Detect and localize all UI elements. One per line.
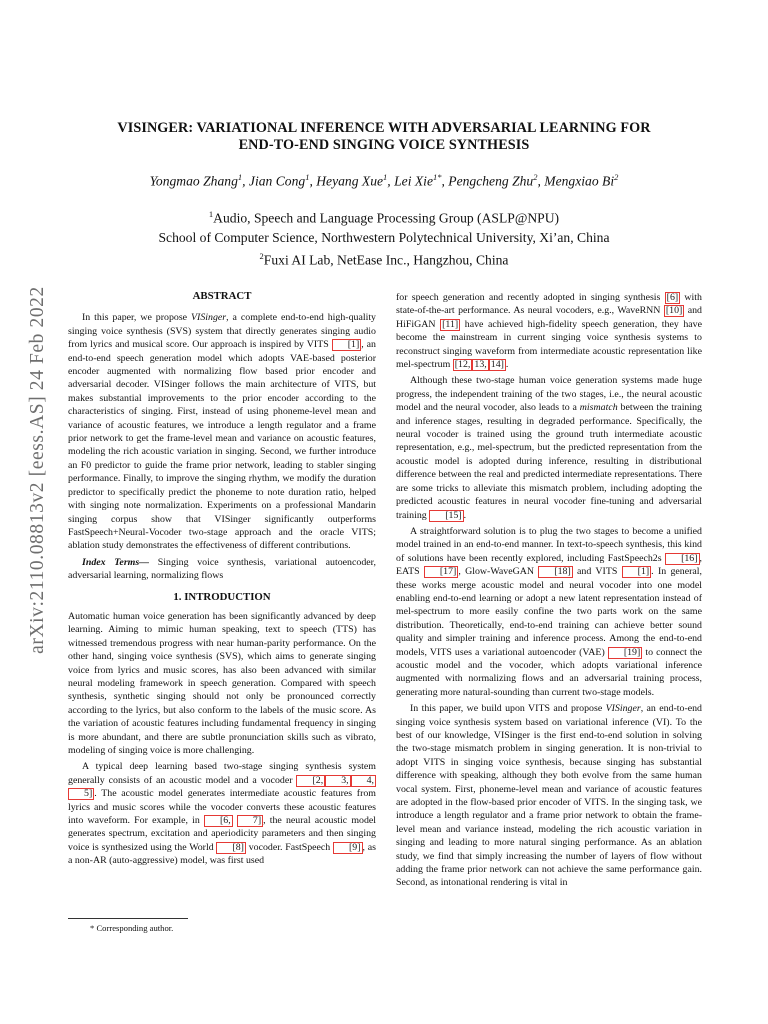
- affiliations: [60, 205, 708, 269]
- emphasis: mismatch: [579, 402, 618, 414]
- citation-link[interactable]: [16]: [665, 553, 699, 565]
- citation-link[interactable]: 7]: [237, 815, 263, 827]
- citation-link[interactable]: [15]: [429, 510, 463, 522]
- citation-link[interactable]: [1]: [332, 339, 362, 351]
- citation-link[interactable]: [18]: [538, 566, 572, 578]
- citation-link[interactable]: 5]: [68, 788, 94, 800]
- citation-link[interactable]: 13,: [474, 359, 487, 371]
- author: Pengcheng Zhu: [448, 173, 534, 189]
- citation-link[interactable]: [2,: [296, 775, 325, 787]
- affiliation-3: [60, 247, 708, 270]
- index-terms: Index Terms— Singing voice synthesis, variational autoencoder, adversarial learning, normalizing flows: [68, 556, 376, 582]
- title-line-2: END-TO-END SINGING VOICE SYNTHESIS: [238, 137, 530, 153]
- citation-link[interactable]: [8]: [216, 842, 246, 854]
- citation-link[interactable]: [1]: [622, 566, 652, 578]
- author-sup: 1: [383, 172, 388, 182]
- affiliation-2: School of Computer Science, Northwestern Polytechnical University, Xi’an, China: [158, 229, 610, 245]
- author-sup: 2: [614, 172, 619, 182]
- citation-link[interactable]: 14]: [490, 359, 504, 371]
- right-paragraph-1: for speech generation and recently adopted in singing synthesis [6] with state-of-the-art performance. As neural vocoders, e.g., WaveRNN [10] and HiFiGAN [11] have achieved high-fidelity speech generation, they have become the mainstream in current singing voice synthesis systems to reconstruct singing waveform from intermediate acoustic representation like mel-spectrum [12, 13, 14] .: [396, 292, 702, 371]
- author: Heyang Xue: [316, 173, 384, 189]
- affiliation-text: Fuxi AI Lab, NetEase Inc., Hangzhou, China: [263, 252, 509, 268]
- citation-link[interactable]: [9]: [333, 842, 363, 854]
- citation-link[interactable]: [19]: [608, 647, 642, 659]
- author: Jian Cong: [248, 173, 306, 189]
- affil-sup: 2: [259, 250, 264, 261]
- title-line-1: VISINGER: VARIATIONAL INFERENCE WITH ADVERSARIAL LEARNING FOR: [117, 120, 651, 136]
- right-column: [396, 291, 702, 893]
- left-column: [68, 290, 376, 871]
- citation-link[interactable]: [11]: [442, 318, 459, 330]
- citation-link[interactable]: 4,: [351, 775, 376, 787]
- emphasis: VISinger: [191, 312, 227, 324]
- footnote-text: * Corresponding author.: [90, 923, 174, 933]
- index-terms-label: Index Terms—: [82, 556, 150, 568]
- citation-link[interactable]: [6,: [204, 815, 233, 827]
- affiliation-1: [60, 205, 708, 228]
- right-paragraph-4: In this paper, we build upon VITS and propose VISinger, an end-to-end singing voice synthesis system based on variational inference (VI). To the best of our knowledge, VISinger is the first end-to-end solution in solving the two-stage mismatch problem in singing generation. It is non-trivial to adopt VITS in singing voice synthesis, because singing has substantial difference with speaking, although they both evolve from the same human vocal system. First, phoneme-level mean and variance of acoustic features are adopted in the flow-based prior encoder of VITS. In the singing task, we introduce a length regulator and a frame prior network to obtain the frame-level mean and variance instead, modeling the rich acoustic variation in singing and leading to more natural singing performance. As an ablation study, we find that simply increasing the number of layers of flow without adding the frame prior network can not achieve the same performance gain. Second, as intonational rendering is vital in: [396, 703, 702, 889]
- paper-title: [60, 120, 708, 154]
- citation-link[interactable]: [12,: [454, 359, 471, 371]
- affil-sup: 1: [208, 209, 214, 219]
- right-paragraph-2: Although these two-stage human voice generation systems made huge progress, the independent training of the two stages, i.e., the neural acoustic model and the neural vocoder, also leads to a mismatch between the training and inference stages, resulting in degraded performance. Specifically, the neural vocoder is trained using the ground truth intermediate acoustic representation, e.g., mel-spectrum, but the predicted representation from the acoustic model is adopted during inference, resulting in distributional difference between the real and predicted intermediate representations. There are some tricks to alleviate this mismatch problem, including adopting the predicted acoustic features in neural vocoder fine-tuning and adversarial training [15] .: [396, 375, 702, 521]
- author-sup: 1: [237, 172, 243, 182]
- affiliation-text: Audio, Speech and Language Processing Group (ASLP@NPU): [213, 210, 560, 226]
- citation-link[interactable]: [10]: [665, 305, 683, 317]
- introduction-heading: 1. INTRODUCTION: [173, 590, 271, 603]
- author-list: Yongmao Zhang$^1$, Jian Cong$^1$, Heyang Xue$^1$, Lei Xie$^{1*}$, Pengcheng Zhu$^2$, Mengxiao Bi$^2$: [149, 172, 619, 189]
- author: Mengxiao Bi: [544, 173, 615, 189]
- footnote-rule: [68, 918, 188, 919]
- author-sup: 2: [533, 172, 538, 182]
- arxiv-stamp: arXiv:2110.08813v2 [eess.AS] 24 Feb 2022: [27, 286, 48, 654]
- author-sup: 1*: [432, 172, 442, 182]
- author-sup: 1: [305, 172, 310, 182]
- citation-link[interactable]: [6]: [666, 292, 679, 303]
- emphasis: VISinger: [605, 703, 641, 715]
- abstract-text: In this paper, we propose VISinger, a complete end-to-end high-quality singing voice synthesis (SVS) system that directly generates singing audio from lyrics and musical score. Our approach is inspired by VITS [1] , an end-to-end speech generation model which adopts VAE-based posterior encoder augmented with normalizing flow based prior encoder and adversarial decoder. VISinger follows the main architecture of VITS, but makes substantial improvements to the prior encoder according to the characteristics of singing. First, instead of using phoneme-level mean and variance of acoustic features, we introduce a length regulator and a frame prior network to get the frame-level mean and variance on acoustic features, modeling the rich acoustic variation in singing. Second, we further introduce an F0 predictor to guide the frame prior network, leading to stabler singing performance. Finally, to improve the singing rhythm, we modify the duration predictor to specifically predict the phoneme to note duration ratio, helped with singing note normalization. Experiments on a professional Mandarin singing corpus show that VISinger significantly outperforms FastSpeech+Neural-Vocoder two-stage approach and the oracle VITS; ablation study demonstrates the effectiveness of different contributions.: [68, 312, 376, 552]
- abstract-heading: ABSTRACT: [192, 290, 252, 302]
- author: Yongmao Zhang: [149, 173, 238, 189]
- intro-paragraph-1: Automatic human voice generation has been significantly advanced by deep learning. Aiming to mimic human speaking, text to speech (TTS) has witnessed tremendous progress with near human-parity performance. On the other hand, singing voice synthesis (SVS), which aims to generate singing voice from lyrics and music scores, has also been advanced with similar neural modeling framework in speech generation. Compared with speech synthesis, synthetic singing should not only be pronounced correctly according to the lyrics, but also conform to the labels of the music score. As the variation of acoustic features including fundamental frequency in singing is more abundant, and there are subtle pronunciation skills such as vibrato, modeling of singing voice is more challenging.: [68, 610, 376, 756]
- author: Lei Xie: [394, 173, 433, 189]
- citation-link[interactable]: 3,: [325, 775, 350, 787]
- intro-paragraph-2: A typical deep learning based two-stage singing synthesis system generally consists of an acoustic model and a vocoder [2, 3, 4,5] . The acoustic model generates intermediate acoustic features from lyrics and music scores while the vocoder converts these acoustic features into waveform. For example, in [6, 7] , the neural acoustic model generates spectrum, excitation and aperiodicity parameters and then singing voice is synthesized using the World [8] vocoder. FastSpeech [9] , as a non-AR (auto-aggressive) model, was first used: [68, 761, 377, 867]
- right-paragraph-3: A straightforward solution is to plug the two stages to become a unified model trained in an end-to-end manner. In text-to-speech synthesis, this kind of solutions have been recently explored, including FastSpeech2s [16] , EATS [17] , Glow-WaveGAN [18] and VITS [1] . In general, these works merge acoustic model and neural vocoder into one model enabling end-to-end learning or adopt a new latent representation instead of mel-spectrum to more easily confine the two parts work on the same distribution. Theoretically, end-to-end training can achieve better sound quality and simpler training and inference process. Among the end-to-end models, VITS uses a variational autoencoder (VAE) [19] to connect the acoustic model and the vocoder, which adopts variational inference augmented with normalizing flows and an adversarial training process, generating more natural-sounding than current two-stage models.: [396, 525, 702, 698]
- citation-link[interactable]: [17]: [424, 566, 458, 578]
